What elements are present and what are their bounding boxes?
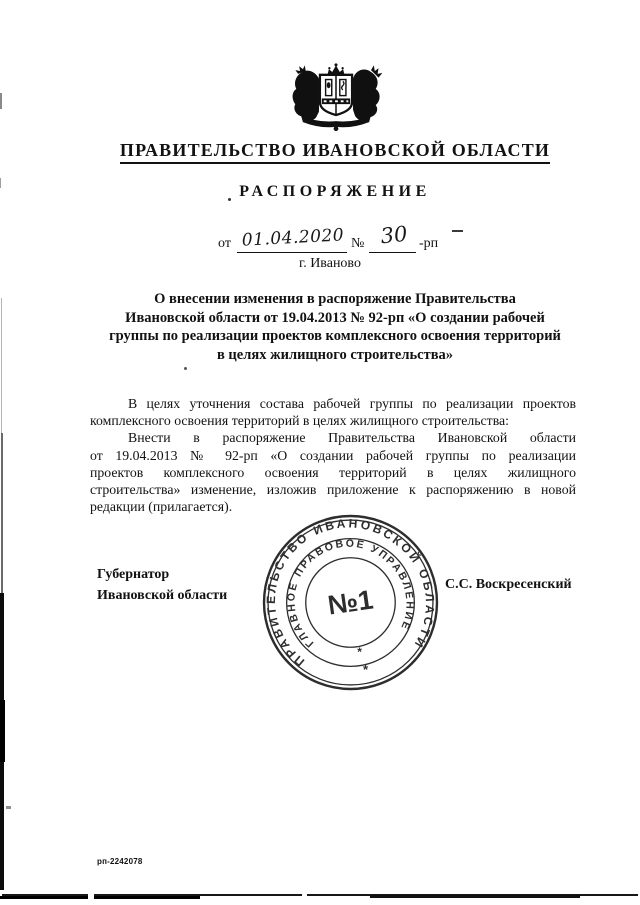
number-suffix-label: -рп [419, 236, 439, 251]
org-name-title: ПРАВИТЕЛЬСТВО ИВАНОВСКОЙ ОБЛАСТИ [120, 140, 550, 164]
subject-line: Ивановской области от 19.04.2013 № 92-рп «О создании рабочей [125, 309, 545, 326]
scan-artifact-gap [88, 893, 94, 899]
stamp-outer-ring-text: ПРАВИТЕЛЬСТВО ИВАНОВСКОЙ ОБЛАСТИ [263, 516, 438, 669]
stamp-star-outer: * [363, 661, 369, 677]
subject-line: О внесении изменения в распоряжение Правительства [154, 291, 516, 307]
body-line: Внести в распоряжение Правительства Ивановской области [128, 430, 576, 446]
stamp-star-inner: * [357, 644, 362, 659]
subject-line: группы по реализации проектов комплексного освоения территорий [109, 328, 561, 345]
header [25, 140, 640, 164]
document-type-title: РАСПОРЯЖЕНИЕ [239, 183, 431, 200]
scan-artifact-left-line-light [1, 298, 2, 433]
registration-code: рп-2242078 [97, 857, 143, 866]
signer-position-line: Губернатор [97, 567, 170, 582]
number-sign-label: № [351, 236, 365, 251]
scan-artifact-dash [452, 230, 463, 232]
body-line: В целях уточнения состава рабочей группы по реализации проектов [128, 396, 576, 411]
scan-artifact-left-line-mid [1, 433, 3, 595]
handwritten-date: 01.04.2020 [241, 225, 345, 251]
handwritten-number: 30 [379, 221, 409, 249]
body-line: комплексного освоения территорий в целях жилищного строительства: [90, 413, 509, 429]
body-line: проектов комплексного освоения территорий в целях жилищного [90, 464, 576, 480]
round-stamp [261, 513, 440, 692]
stamp-inner-ring-text: ГЛАВНОЕ ПРАВОВОЕ УПРАВЛЕНИЕ [285, 537, 416, 650]
body-text [90, 395, 576, 515]
scan-artifact-mark [0, 178, 1, 188]
scan-artifact-bottom-line-segment [370, 895, 580, 898]
subject-title [25, 290, 640, 364]
scan-artifact-dot [184, 367, 187, 370]
signer-position [97, 565, 227, 606]
scan-artifact-mark [0, 93, 2, 109]
date-from-label: от [218, 236, 231, 251]
scan-artifact-gap [302, 893, 307, 899]
city-label: г. Иваново [299, 256, 361, 271]
stamp-center-number: №1 [325, 583, 376, 621]
scan-artifact-bottom-line-thick [0, 896, 200, 899]
coat-of-arms-icon [284, 62, 388, 133]
subject-line: в целях жилищного строительства» [216, 346, 454, 363]
signer-name: С.С. Воскресенский [445, 577, 572, 592]
scan-artifact-left-line-thick [0, 700, 5, 762]
body-line: строительства» изменение, изложив приложение к распоряжению в новой [90, 482, 576, 498]
body-line: редакции (прилагается). [90, 499, 233, 515]
coat-of-arms-svg [284, 62, 388, 133]
signer-position-line: Ивановской области [97, 587, 228, 603]
body-line: от 19.04.2013 № 92-рп «О создании рабочей группы по реализации [90, 447, 576, 463]
scan-artifact-speck [6, 806, 11, 809]
